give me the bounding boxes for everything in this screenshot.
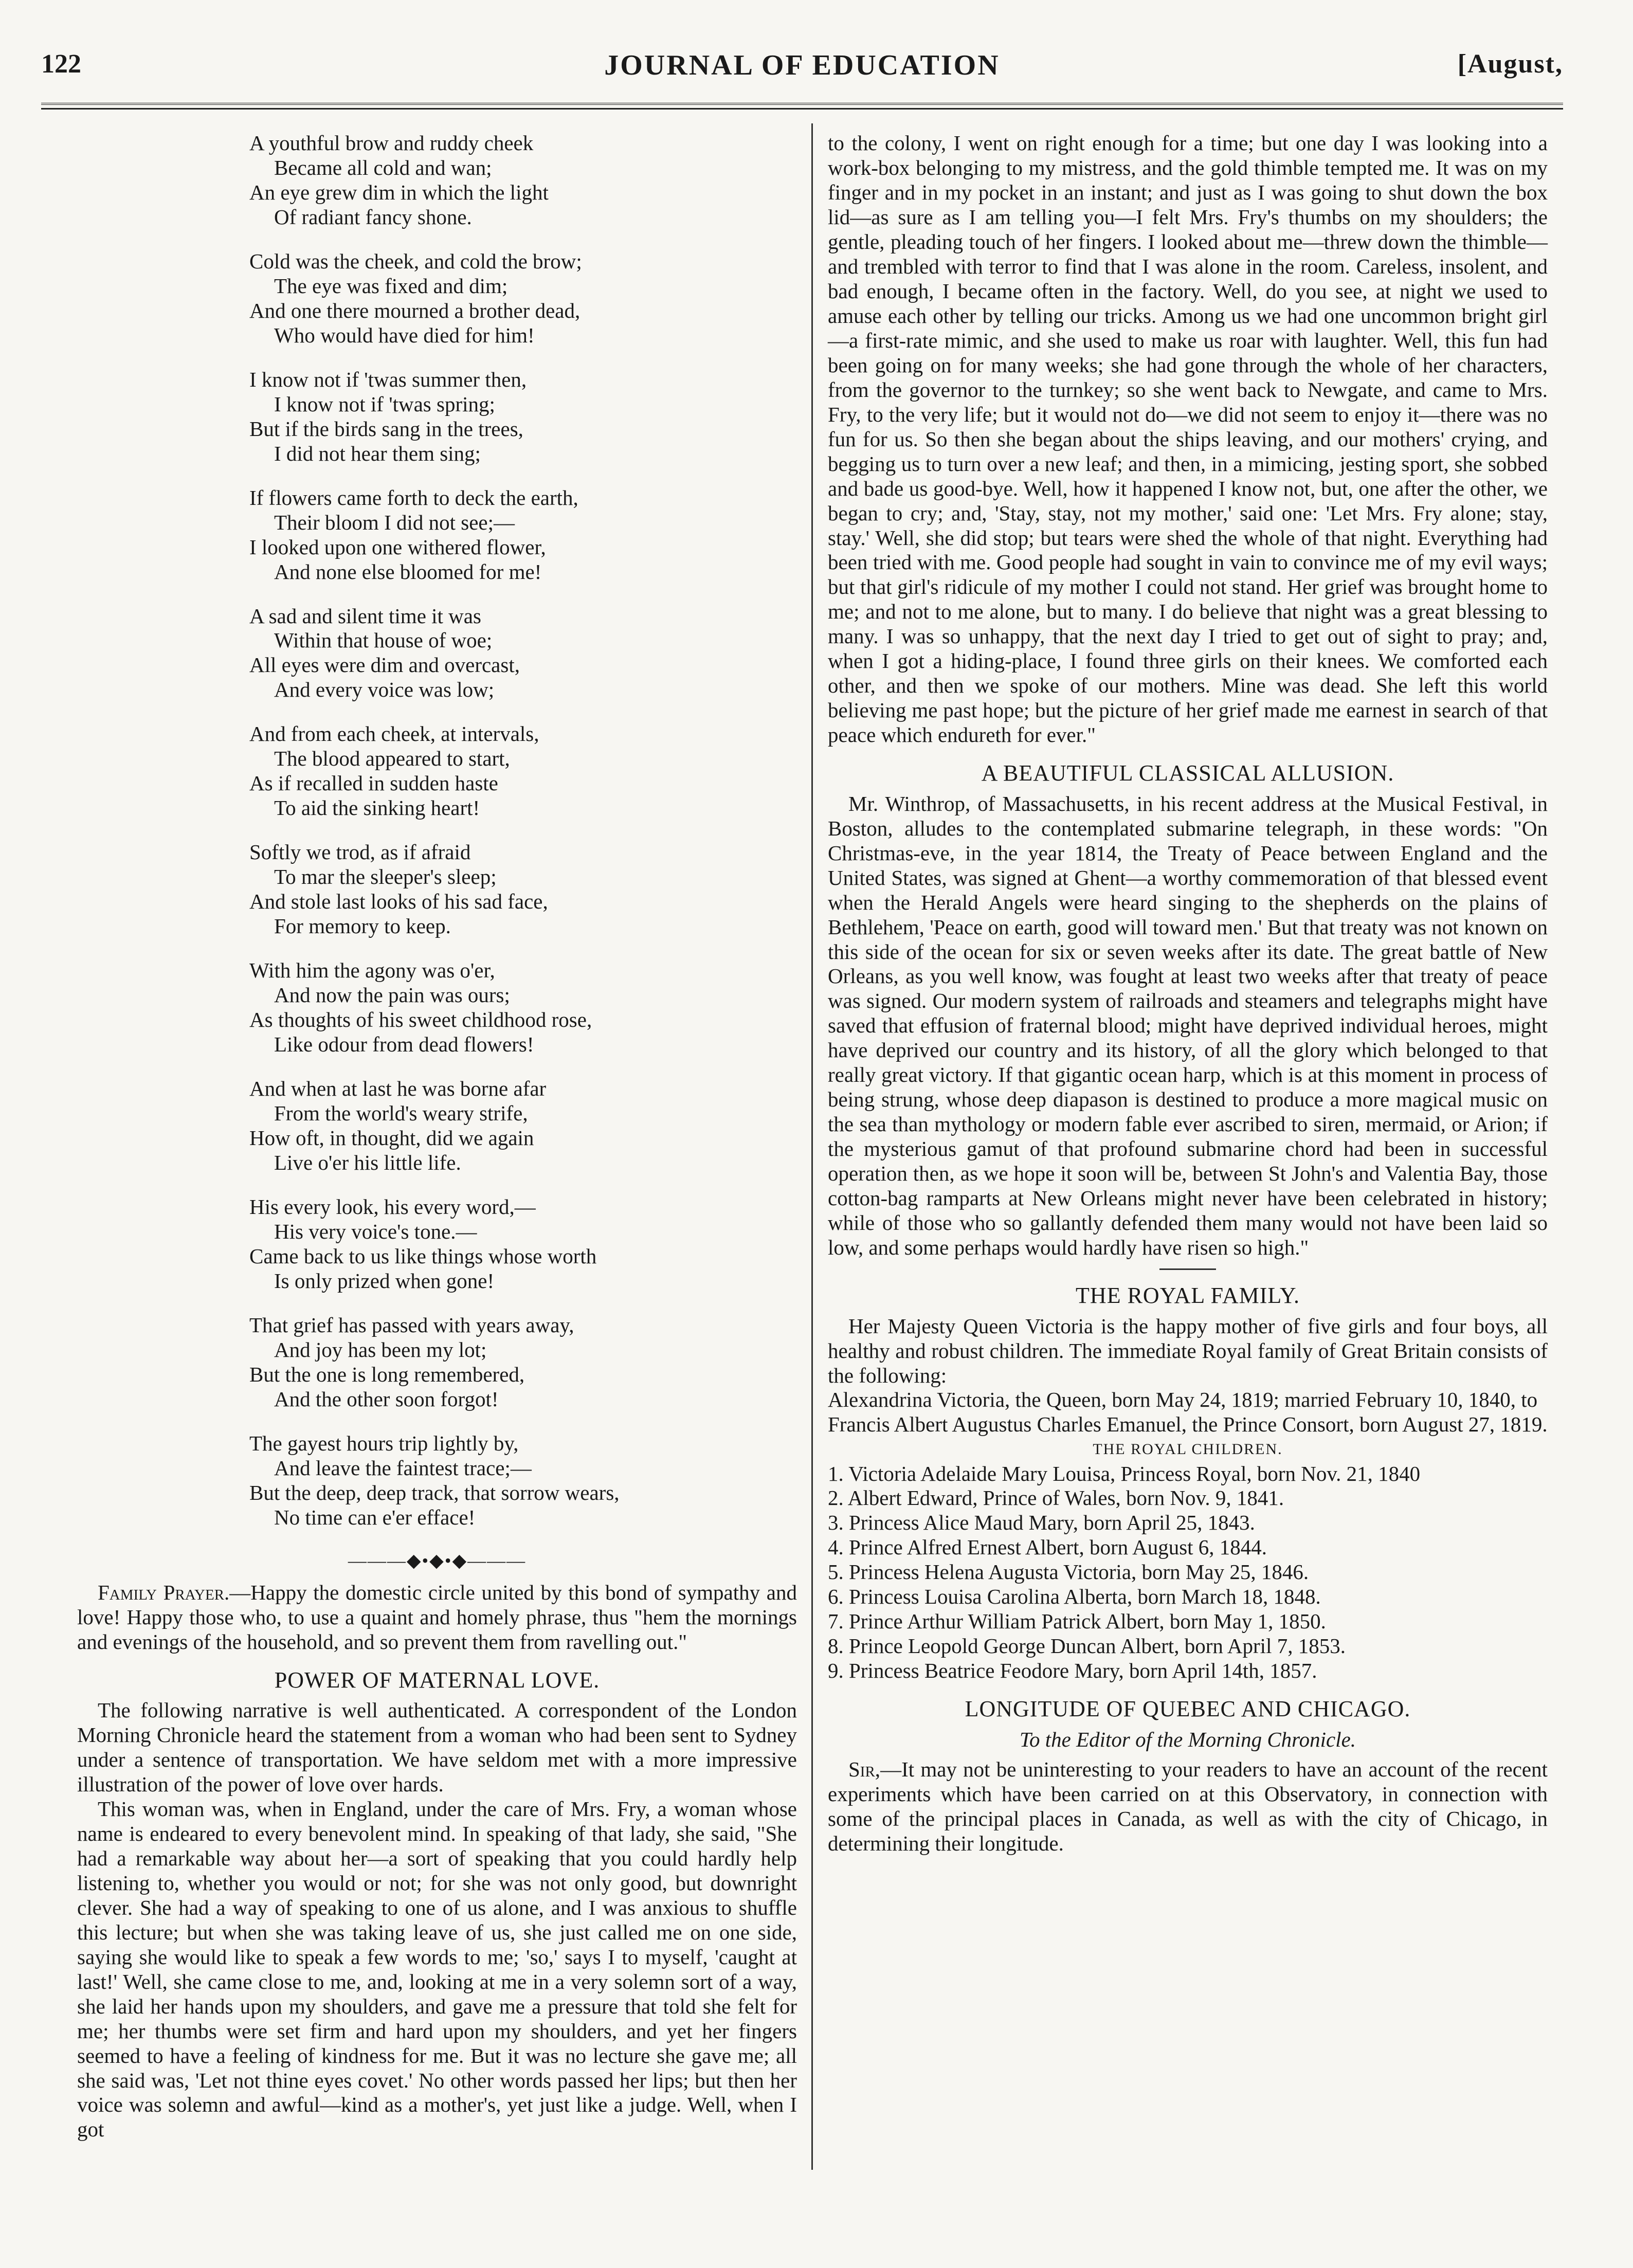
poem-line: Is only prized when gone! [274, 1268, 495, 1293]
poem-line: A youthful brow and ruddy cheek [249, 131, 534, 155]
poem-line: With him the agony was o'er, [249, 958, 495, 983]
poem-line: Of radiant fancy shone. [274, 205, 472, 229]
maternal-love-title: POWER OF MATERNAL LOVE. [274, 1667, 600, 1693]
poem-line: All eyes were dim and overcast, [249, 653, 520, 677]
longitude-text: —It may not be uninteresting to your readers to have an account of the recent experiments which have been carried on at this Observatory, in connection with some of the principal places in Canada, as well as with the city of Chicago, in determining their longitude. [828, 1757, 1548, 1855]
poem-stanza [249, 958, 797, 1057]
royal-family-intro: Her Majesty Queen Victoria is the happy mother of five girls and four boys, all healthy and robust children. The immediate Royal family of Great Britain consists of the following: [828, 1314, 1548, 1387]
maternal-love-paragraph-3: to the colony, I went on right enough for a time; but one day I was looking into a work-box belonging to my mistress, and the gold thimble tempted me. It was on my finger and in my pocket in an instant; and just as I was going to shut down the box lid—as sure as I am telling you—I felt Mrs. Fry's thumbs on my shoulders; the gentle, pleading touch of her fingers. I looked about me—threw down the thimble—and trembled with terror to find that I was alone in the room. Careless, insolent, and bad enough, I became often in the factory. Well, do you see, at night we used to amuse each other by telling our tricks. Among us we had one uncommon bright girl—a first-rate mimic, and she used to make us roar with laughter. Well, this fun had been going on for many weeks; she had gone through the whole of her characters, from the governor to the turnkey; so she went back to Newgate, and came to Mrs. Fry, to the very life; but it would not do—we did not seem to enjoy it—there was no fun for us. So then she began about the ships leaving, and our mothers' crying, and begging us to turn over a new leaf; and then, in a mimicing, jesting sport, she sobbed and bade us good-bye. Well, how it happened I know not, but, one after the other, we began to cry; and, 'Stay, stay, not my mother,' said one: 'Let Mrs. Fry alone; stay, stay.' Well, she did stop; but tears were shed the whole of that night. Everything had been tried with me. Good people had sought in vain to convince me of my evil ways; but that girl's ridicule of my mother I could not stand. Her grief was brought home to me; and not to me alone, but to many. I do believe that night was a great blessing to many. I was so unhappy, that the next day I tried to get out of sight to pray; and, when I got a hiding-place, I found three girls on their knees. We comforted each other, and then we spoke of our mothers. Mine was dead. She left this world believing me past hope; but the picture of her grief made me earnest in search of that peace which endureth for ever." [828, 131, 1548, 747]
royal-child-item: 6. Princess Louisa Carolina Alberta, born March 18, 1848. [828, 1585, 1321, 1609]
poem-line: And the other soon forgot! [274, 1387, 499, 1411]
poem-line: The blood appeared to start, [274, 747, 510, 771]
royal-member-consort: Francis Albert Augustus Charles Emanuel, the Prince Consort, born August 27, 1819. [828, 1412, 1548, 1437]
royal-member-queen: Alexandrina Victoria, the Queen, born May 24, 1819; married February 10, 1840, to [828, 1388, 1538, 1412]
poem-line: To aid the sinking heart! [274, 796, 480, 820]
poem-stanza [249, 1431, 797, 1530]
poem-stanza [249, 249, 797, 348]
poem-line: But the one is long remembered, [249, 1362, 525, 1386]
poem-line: A sad and silent time it was [249, 604, 481, 628]
longitude-title: LONGITUDE OF QUEBEC AND CHICAGO. [965, 1696, 1411, 1722]
poem-line: I did not hear them sing; [274, 441, 481, 465]
left-column [77, 131, 797, 2142]
family-prayer-text: —Happy the domestic circle united by this bond of sympathy and love! Happy those who, to use a quaint and homely phrase, thus "hem the mornings and evenings of the household, and so prevent them from ravelling out." [77, 1580, 797, 1654]
column-divider [811, 123, 813, 2170]
poem-line: But if the birds sang in the trees, [249, 416, 523, 441]
royal-child-item: 5. Princess Helena Augusta Victoria, born May 25, 1846. [828, 1560, 1309, 1584]
maternal-love-paragraph-2: This woman was, when in England, under the care of Mrs. Fry, a woman whose name is endeared to every benevolent mind. In speaking of that lady, she said, "She had a remarkable way about her—a sort of speaking that you could hardly help listening to, whether you would or not; for she was not only good, but downright clever. She had a way of speaking to one of us alone, and I was anxious to shuffle this lecture; but when she was taking leave of us, she just called me on one side, saying she would like to speak a few words to me; 'so,' says I to myself, 'caught at last!' Well, she came close to me, and, looking at me in a very solemn sort of a way, she laid her hands upon my shoulders, and gave me a pressure that told she felt for me; her thumbs were set firm and hard upon my shoulders, and yet her fingers seemed to have a feeling of kindness for me. But it was no lecture she gave me; all she said was, 'Let not thine eyes covet.' No other words passed her lips; but then her voice was solemn and awful—kind as a mother's, yet just like a judge. Well, when I got [77, 1797, 797, 2142]
poem-line: As thoughts of his sweet childhood rose, [249, 1008, 592, 1032]
page-header [41, 49, 1563, 95]
poem-line: And now the pain was ours; [274, 983, 510, 1007]
poem-line: I know not if 'twas spring; [274, 392, 495, 416]
poem-stanza [249, 1077, 797, 1175]
poem-stanza [249, 131, 797, 230]
poem-line: Within that house of woe; [274, 628, 493, 652]
poem-line: That grief has passed with years away, [249, 1313, 574, 1337]
header-rule [41, 103, 1563, 110]
poem-stanza [249, 1195, 797, 1294]
royal-child-item: 4. Prince Alfred Ernest Albert, born August 6, 1844. [828, 1535, 1267, 1559]
poem-line: But the deep, deep track, that sorrow wears, [249, 1480, 620, 1504]
classical-allusion-text: Mr. Winthrop, of Massachusetts, in his recent address at the Musical Festival, in Boston, alludes to the contemplated submarine telegraph, in these words: "On Christmas-eve, in the year 1814, the Treaty of Peace between England and the United States, was signed at Ghent—a worthy commemoration of that blessed event when the Herald Angels were heard singing to the shepherds on the plains of Bethlehem, 'Peace on earth, good will toward men.' But that treaty was not known on this side of the ocean for six or seven weeks after its date. The great battle of New Orleans, as you well know, was fought at least two weeks after that treaty of peace was signed. Our modern system of railroads and steamers and telegraphs might have saved that effusion of fraternal blood; might have deprived individual heroes, might have deprived our country and its history, of all the glory which belonged to that really great victory. If that gigantic ocean harp, which is at this moment in process of being strung, whose deep diapason is destined to produce a more magical music on the sea than mythology or modern fable ever ascribed to siren, mermaid, or Arion; if the mysterious gamut of that profound submarine chord had been in successful operation then, as we hope it soon will be, between St John's and Valentia Bay, those cotton-bag ramparts at New Orleans might never have been celebrated in history; while of those who so gallantly defended them many would not have been laid so low, and some perhaps would hardly have risen so high." [828, 791, 1548, 1260]
poem-line: And joy has been my lot; [274, 1337, 487, 1362]
poem-stanza [249, 1313, 797, 1412]
poem-line: And from each cheek, at intervals, [249, 722, 539, 746]
poem-line: The eye was fixed and dim; [274, 274, 508, 298]
royal-children-list [828, 1462, 1548, 1684]
royal-child-item: 2. Albert Edward, Prince of Wales, born Nov. 9, 1841. [828, 1486, 1284, 1510]
poem-stanza [249, 604, 797, 703]
maternal-love-paragraph-1: The following narrative is well authenticated. A correspondent of the London Morning Chronicle heard the statement from a woman who had been sent to Sydney under a sentence of transportation. We have seldom met with a more impressive illustration of the power of love over hards. [77, 1698, 797, 1796]
poem-line: For memory to keep. [274, 914, 451, 938]
poem-line: I know not if 'twas summer then, [249, 367, 527, 391]
family-prayer-paragraph [77, 1581, 797, 1655]
poem-line: Who would have died for him! [274, 323, 535, 347]
poem-line: To mar the sleeper's sleep; [274, 865, 497, 889]
poem-stanza [249, 840, 797, 939]
poem-line: Live o'er his little life. [274, 1150, 461, 1174]
poem-line: And one there mourned a brother dead, [249, 298, 580, 322]
classical-allusion-title: A BEAUTIFUL CLASSICAL ALLUSION. [981, 760, 1394, 786]
poem-stanza [249, 368, 797, 466]
section-ornament: ———◆•◆•◆——— [348, 1550, 527, 1571]
poem-line: Came back to us like things whose worth [249, 1244, 597, 1268]
poem-line: I looked upon one withered flower, [249, 535, 546, 559]
header-month: [August, [1457, 49, 1563, 79]
family-prayer-label: Family Prayer. [98, 1580, 230, 1604]
poem-line: And none else bloomed for me! [274, 559, 542, 584]
longitude-salutation: Sir, [848, 1757, 881, 1781]
longitude-paragraph [828, 1757, 1548, 1856]
poem-line: Cold was the cheek, and cold the brow; [249, 249, 582, 273]
royal-child-item: 7. Prince Arthur William Patrick Albert, born May 1, 1850. [828, 1609, 1326, 1634]
poem-line: And when at last he was borne afar [249, 1077, 547, 1100]
poem-line: Their bloom I did not see;— [274, 510, 515, 534]
poem-line: His every look, his every word,— [249, 1194, 536, 1219]
poem-line: And leave the faintest trace;— [274, 1456, 532, 1480]
poem-line: Became all cold and wan; [274, 155, 492, 179]
poem-line: The gayest hours trip lightly by, [249, 1431, 519, 1455]
poem-line: His very voice's tone.— [274, 1219, 477, 1243]
right-column [828, 131, 1548, 1856]
poem-stanza [249, 486, 797, 585]
longitude-subtitle: To the Editor of the Morning Chronicle. [1019, 1727, 1356, 1751]
royal-child-item: 8. Prince Leopold George Duncan Albert, born April 7, 1853. [828, 1634, 1346, 1658]
royal-child-item: 1. Victoria Adelaide Mary Louisa, Princess Royal, born Nov. 21, 1840 [828, 1461, 1421, 1485]
poem-line: And every voice was low; [274, 678, 495, 702]
royal-child-item: 3. Princess Alice Maud Mary, born April 25, 1843. [828, 1511, 1255, 1535]
poem-line: As if recalled in sudden haste [249, 771, 498, 795]
royal-child-item: 9. Princess Beatrice Feodore Mary, born April 14th, 1857. [828, 1659, 1317, 1683]
section-rule [1159, 1268, 1216, 1270]
royal-children-heading: THE ROYAL CHILDREN. [1093, 1441, 1283, 1458]
poem-line: Softly we trod, as if afraid [249, 840, 471, 864]
poem-line: An eye grew dim in which the light [249, 180, 549, 204]
poem-line: No time can e'er efface! [274, 1505, 476, 1529]
page-number: 122 [41, 49, 81, 79]
royal-family-title: THE ROYAL FAMILY. [1076, 1283, 1300, 1309]
poem-line: If flowers came forth to deck the earth, [249, 485, 578, 510]
poem-line: Like odour from dead flowers! [274, 1032, 534, 1057]
poem-stanza [249, 722, 797, 821]
poem-line: How oft, in thought, did we again [249, 1126, 534, 1150]
poem-line: And stole last looks of his sad face, [249, 890, 548, 914]
running-title: JOURNAL OF EDUCATION [604, 49, 1000, 81]
poem [77, 131, 797, 1530]
poem-line: From the world's weary strife, [274, 1101, 528, 1125]
